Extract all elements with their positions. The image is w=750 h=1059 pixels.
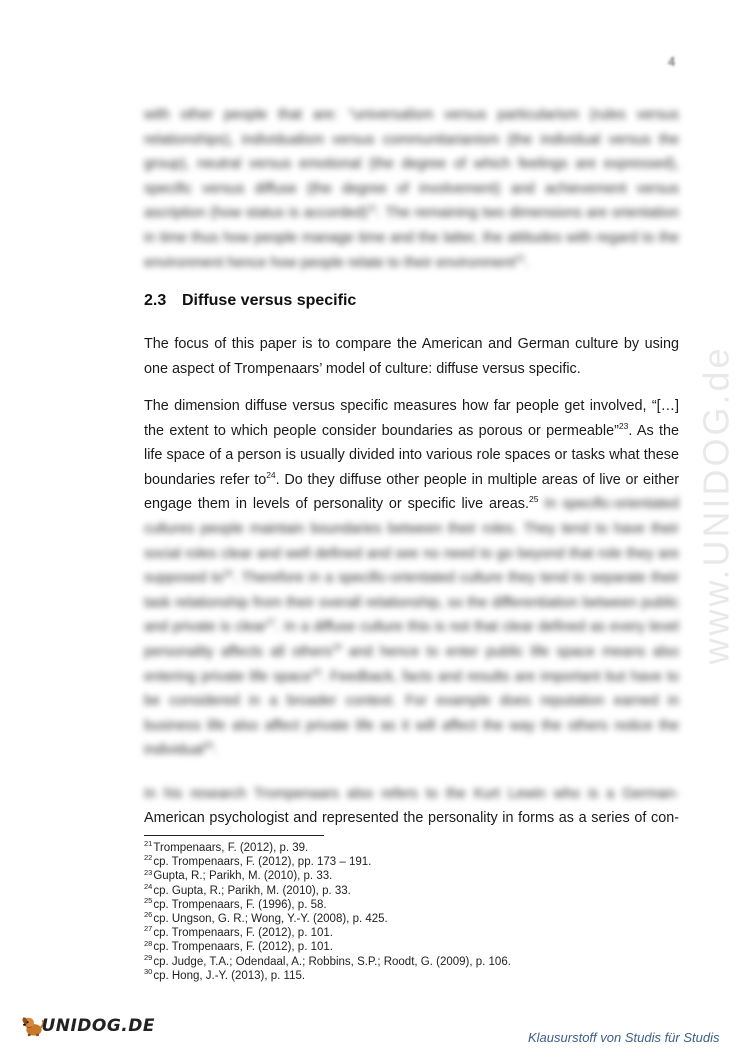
footnote-ref: 30 bbox=[204, 740, 214, 751]
footnote bbox=[144, 895, 511, 912]
footnote bbox=[144, 841, 511, 855]
dimension-text-4: In specific-orientated cultures people maintain boundaries between their roles. They tend to have their social roles clear and well defined and see no need to go beyond that role they are supposed to bbox=[144, 496, 679, 587]
dimension-text-2: . As the life space of a person is usually divided into various role spaces or tasks what these boundaries refer to bbox=[144, 422, 679, 488]
footnote bbox=[144, 952, 511, 969]
dimension-text-7: and hence to enter public life space means also entering private life space bbox=[144, 643, 679, 685]
intro-text-2: . The remaining two dimensions are orientation in time thus how people manage time and the latter, the attitudes with regard to the environment hence how people relate to their environment bbox=[144, 205, 679, 271]
footnote-ref: 23 bbox=[618, 420, 629, 431]
footnote-ref: 28 bbox=[331, 642, 342, 653]
focus-paragraph: The focus of this paper is to compare the American and German culture by using one aspect of Trompenaars’ model of culture: diffuse versus specific. bbox=[144, 336, 679, 377]
footnote-number: 21 bbox=[144, 839, 153, 849]
intro-text-1: with other people that are: “universalism versus particularism (rules versus relationships), individualism versus communitarianism (the individual versus the group), neutral versus emotional (the degree of which feelings are expressed), specific versus diffuse (the degree of involvement) and achievement versus ascription (how status is accorded) bbox=[144, 107, 679, 222]
footnote-ref: 24 bbox=[266, 469, 276, 480]
footnote-text: cp. Gupta, R.; Parikh, M. (2010), p. 33. bbox=[153, 884, 351, 897]
logo-text: UNIDOG.DE bbox=[41, 1016, 155, 1036]
footer-tagline: Klausurstoff von Studis für Studis bbox=[528, 1030, 720, 1045]
footnote-text: Trompenaars, F. (2012), p. 39. bbox=[153, 842, 309, 854]
footnote bbox=[144, 940, 511, 954]
footnote-number: 24 bbox=[144, 881, 153, 891]
footnote-number: 22 bbox=[144, 853, 153, 863]
watermark bbox=[696, 275, 737, 735]
footnote bbox=[144, 969, 511, 983]
footnote-text: cp. Trompenaars, F. (1996), p. 58. bbox=[153, 898, 327, 911]
footnote-number: 23 bbox=[144, 867, 153, 877]
footnote-text: cp. Judge, T.A.; Odendaal, A.; Robbins, S.P.; Roodt, G. (2009), p. 106. bbox=[153, 955, 511, 968]
dimension-blurred-text bbox=[144, 496, 679, 758]
footnote-ref: 25 bbox=[528, 494, 539, 505]
dimension-paragraph bbox=[144, 394, 679, 763]
footnote bbox=[144, 869, 511, 883]
section-heading bbox=[144, 292, 356, 310]
footnote bbox=[144, 881, 511, 898]
dimension-text-1: The dimension diffuse versus specific measures how far people get involved, “[…] the extent to which people consider boundaries as porous or permeable” bbox=[144, 398, 679, 439]
section-number: 2.3 bbox=[144, 292, 167, 309]
footnote-ref: 26 bbox=[223, 568, 233, 579]
intro-paragraph bbox=[144, 103, 679, 275]
footnote bbox=[144, 926, 511, 940]
footnote-ref: 29 bbox=[311, 666, 321, 677]
footnote-text: Gupta, R.; Parikh, M. (2010), p. 33. bbox=[153, 870, 333, 883]
section-title: Diffuse versus specific bbox=[182, 292, 357, 309]
footnote bbox=[144, 912, 511, 926]
watermark-text: www.UNIDOG.de bbox=[696, 345, 737, 665]
intro-text-3: . bbox=[524, 254, 529, 271]
research-line-1: In his research Trompenaars also refers to the Kurt Lewin who is a German- bbox=[144, 786, 679, 802]
footnote-ref: 27 bbox=[266, 617, 276, 628]
footnote-number: 29 bbox=[144, 952, 153, 962]
dimension-text-6: . In a diffuse culture this is not that clear defined as every level personality affects all others bbox=[144, 619, 679, 660]
footnote-ref: 21 bbox=[367, 203, 378, 214]
footnote-text: cp. Trompenaars, F. (2012), p. 101. bbox=[153, 927, 333, 940]
unidog-logo bbox=[20, 1008, 155, 1044]
footnote-text: cp. Trompenaars, F. (2012), pp. 173 – 191. bbox=[153, 856, 372, 869]
dimension-text-8: . Feedback, facts and results are important but have to be considered in a broader context. For example does reputation earned in business life also affect private life as it will affect the way the others notice the individual bbox=[144, 668, 679, 759]
footnote-text: cp. Hong, J.-Y. (2013), p. 115. bbox=[153, 969, 306, 982]
footnote-number: 30 bbox=[144, 967, 153, 976]
footnotes-list bbox=[144, 841, 511, 983]
dimension-text-5: . Therefore in a specific-orientated culture they tend to separate their task relationship from their overall relationship, so the differentiation between public and private is clear bbox=[144, 570, 680, 636]
footnote-text: cp. Ungson, G. R.; Wong, Y.-Y. (2008), p. 425. bbox=[153, 913, 388, 926]
footnote-number: 25 bbox=[144, 895, 153, 905]
footnote-number: 26 bbox=[144, 910, 153, 920]
dimension-text-9: . bbox=[213, 742, 218, 759]
research-line-2: American psychologist and represented the personality in forms as a series of con- bbox=[144, 810, 679, 826]
footnote-number: 27 bbox=[144, 924, 153, 934]
footnote-ref: 22 bbox=[515, 252, 525, 263]
footnote-text: cp. Trompenaars, F. (2012), p. 101. bbox=[153, 941, 333, 954]
footnote-number: 28 bbox=[144, 938, 153, 948]
page-number: 4 bbox=[668, 54, 676, 69]
footnote-divider bbox=[144, 835, 324, 836]
footnote bbox=[144, 855, 511, 869]
dimension-text-3: . Do they diffuse other people in multiple areas of live or either engage them in levels of personality or specific live areas. bbox=[144, 471, 679, 513]
